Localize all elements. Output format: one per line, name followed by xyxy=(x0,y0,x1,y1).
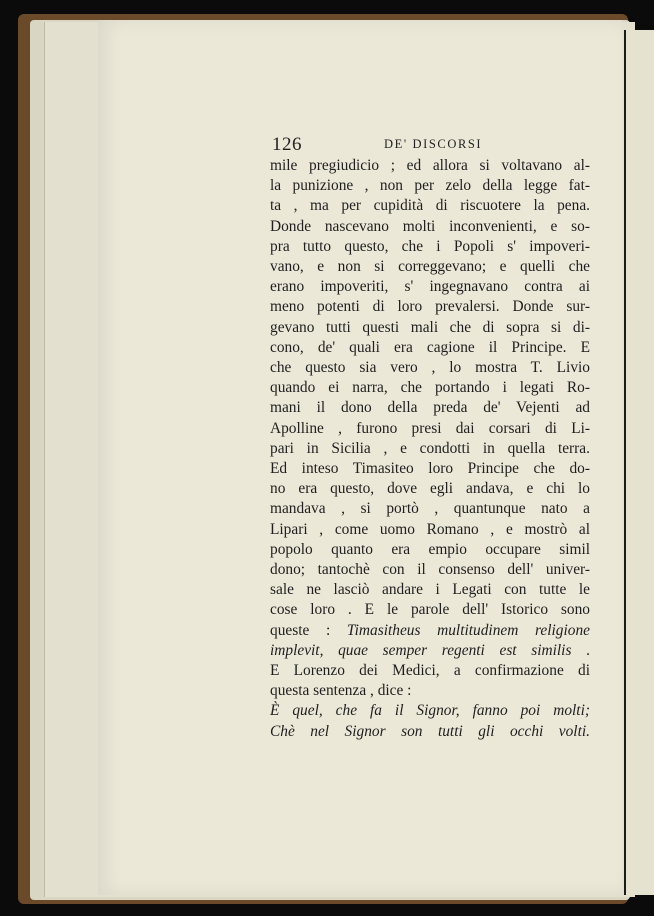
text-line: la punizione , non per zelo della legge fat- xyxy=(270,177,590,195)
quote-intro: queste : xyxy=(270,621,331,639)
text-line: no era questo, dove egli andava, e chi lo xyxy=(270,480,590,498)
text-line-quote-intro xyxy=(270,621,590,641)
text-line: Donde nascevano molti inconvenienti, e so- xyxy=(270,217,590,235)
page-header xyxy=(272,134,592,156)
latin-quote-end: . xyxy=(586,641,590,659)
text-line: cose loro . E le parole dell' Istorico sono xyxy=(270,601,590,619)
text-line-lorenzo: E Lorenzo dei Medici, a confirmazione di xyxy=(270,662,590,680)
text-line: cono, de' quali era cagione il Principe. E xyxy=(270,338,590,356)
text-line: Apolline , furono presi dai corsari di Li- xyxy=(270,419,590,437)
text-line: mani il dono della preda de' Vejenti ad xyxy=(270,399,590,417)
text-line: ta , ma per cupidità di riscuotere la pena. xyxy=(270,197,590,215)
text-line: pari in Sicilia , e condotti in quella terra. xyxy=(270,439,590,457)
text-line: erano impoveriti, s' ingegnavano contra ai xyxy=(270,278,590,296)
verse-line-1: È quel, che fa il Signor, fanno poi molti; xyxy=(270,702,590,720)
text-line-sentenza: questa sentenza , dice : xyxy=(270,682,412,700)
text-line: Lipari , come uomo Romano , e mostrò al xyxy=(270,520,590,538)
text-line: quando ei narra, che portando i legati Ro- xyxy=(270,379,590,397)
text-line: dono; tantochè con il consenso dell' univer- xyxy=(270,561,590,579)
body-text xyxy=(270,156,590,742)
text-line: gevano tutti questi mali che di sopra si di- xyxy=(270,318,590,336)
latin-quote-part-2: implevit, quae semper regenti est similis xyxy=(270,641,572,659)
facing-page-edge xyxy=(624,30,654,895)
text-line: sale ne lasciò andare i Legati con tutte le xyxy=(270,581,590,599)
running-title: DE' DISCORSI xyxy=(384,137,483,151)
text-line: mile pregiudicio ; ed allora si voltavano al- xyxy=(270,157,590,174)
text-line-quote-end xyxy=(270,641,590,661)
text-line: meno potenti di loro prevalersi. Donde sur- xyxy=(270,298,590,316)
page-number: 126 xyxy=(272,134,302,155)
text-line: popolo quanto era empio occupare simil xyxy=(270,540,590,558)
text-line: pra tutto questo, che i Popoli s' impoveri- xyxy=(270,237,590,255)
text-line: mandava , si portò , quantunque nato a xyxy=(270,500,590,518)
text-line: vano, e non si correggevano; e quelli che xyxy=(270,258,590,276)
text-line: Ed inteso Timasiteo loro Principe che do- xyxy=(270,460,590,478)
verse-line-2: Chè nel Signor son tutti gli occhi volti. xyxy=(270,722,590,740)
text-line: che questo sia vero , lo mostra T. Livio xyxy=(270,359,590,377)
latin-quote-part-1: Timasitheus multitudinem religione xyxy=(346,621,590,639)
